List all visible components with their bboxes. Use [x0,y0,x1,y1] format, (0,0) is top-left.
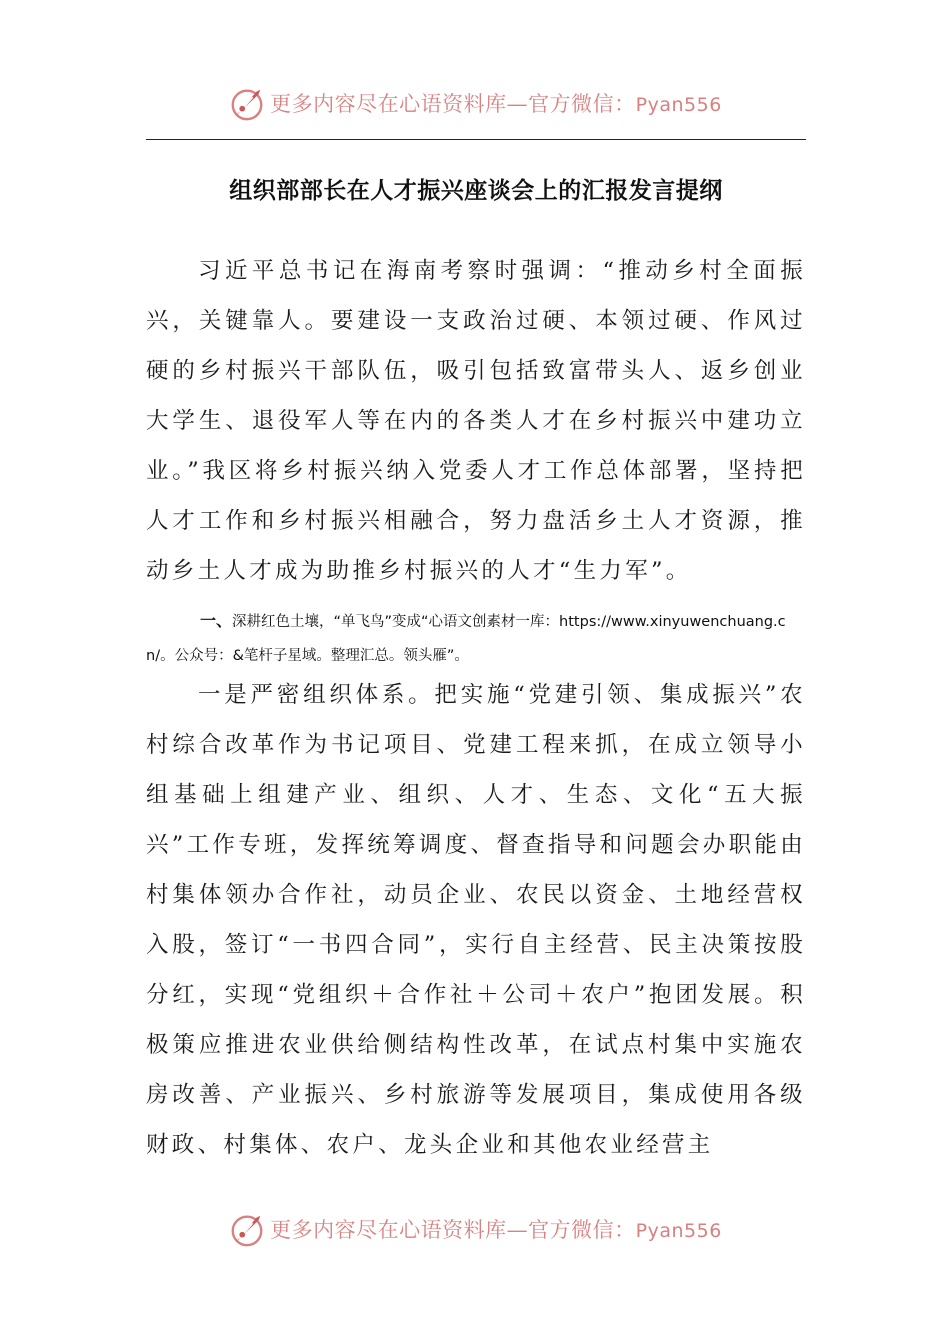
header-divider [146,139,806,140]
body-paragraph: 一是严密组织体系。把实施“党建引领、集成振兴”农村综合改革作为书记项目、党建工程来抓，在成立领导小组基础上组建产业、组织、人才、生态、文化“五大振兴”工作专班，发挥统筹调度、督查指导和问题会办职能由村集体领办合作社，动员企业、农民以资金、土地经营权入股，签订“一书四合同”，实行自主经营、民主决策按股分红，实现“党组织＋合作社＋公司＋农户”抱团发展。积极策应推进农业供给侧结构性改革，在试点村集中实施农房改善、产业振兴、乡村旅游等发展项目，集成使用各级财政、村集体、农户、龙头企业和其他农业经营主 [146,682,806,1158]
banner-text: 更多内容尽在心语资料库—官方微信：Pyan556 [270,1218,722,1242]
section-number: 一、 [200,611,233,630]
section-heading-text: 深耕红色土壤，“单飞鸟”变成“心语文创素材一库：https://www.xinyuwenchuang.cn/。公众号：&笔杆子星域。整理汇总。领头雁”。 [146,614,786,664]
intro-paragraph: 习近平总书记在海南考察时强调：“推动乡村全面振兴，关键靠人。要建设一支政治过硬、本领过硬、作风过硬的乡村振兴干部队伍，吸引包括致富带头人、返乡创业大学生、退役军人等在内的各类人才在乡村振兴中建功立业。”我区将乡村振兴纳入党委人才工作总体部署，坚持把人才工作和乡村振兴相融合，努力盘活乡土人才资源，推动乡土人才成为助推乡村振兴的人才“生力军”。 [146,258,806,584]
banner-text: 更多内容尽在心语资料库—官方微信：Pyan556 [270,92,722,116]
header-banner [0,78,950,128]
wechat-id: Pyan556 [635,94,722,116]
document-title: 组织部部长在人才振兴座谈会上的汇报发言提纲 [229,178,723,204]
quill-logo-icon [228,1210,266,1248]
quill-logo-icon [228,84,266,122]
wechat-id: Pyan556 [635,1220,722,1242]
footer-banner [0,1204,950,1254]
section-heading [146,604,808,673]
